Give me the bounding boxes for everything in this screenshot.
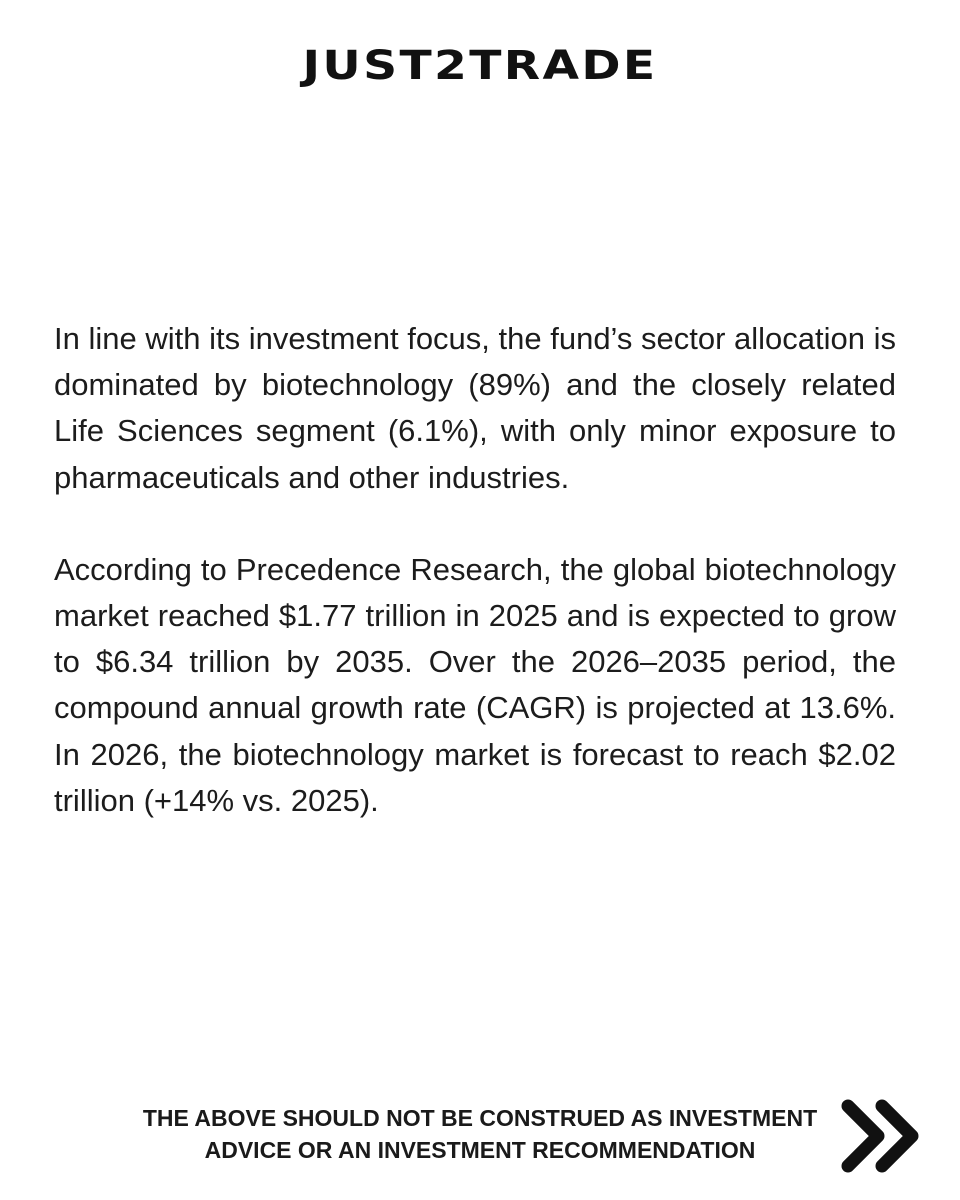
article-body [54,316,896,870]
double-chevron-right-icon [840,1096,924,1176]
paragraph-sector-allocation: In line with its investment focus, the fund’s sector allocation is dominated by biotechnology (89%) and the closely related Life Sciences segment (6.1%), with only minor exposure to pharmaceuticals and other industries. [54,321,897,495]
disclaimer-text: THE ABOVE SHOULD NOT BE CONSTRUED AS INVESTMENT ADVICE OR AN INVESTMENT RECOMMENDATION [142,1105,818,1163]
next-slide-button[interactable] [840,1096,924,1176]
paragraph-market-forecast: According to Precedence Research, the global biotechnology market reached $1.77 trillion in 2025 and is expected to grow to $6.34 trillion by 2035. Over the 2026–2035 period, the compound annual growth rate (CAGR) is projected at 13.6%. In 2026, the biotechnology market is forecast to reach $2.02 trillion (+14% vs. 2025). [54,551,896,818]
brand-logo: JUST2TRADE [302,43,658,89]
